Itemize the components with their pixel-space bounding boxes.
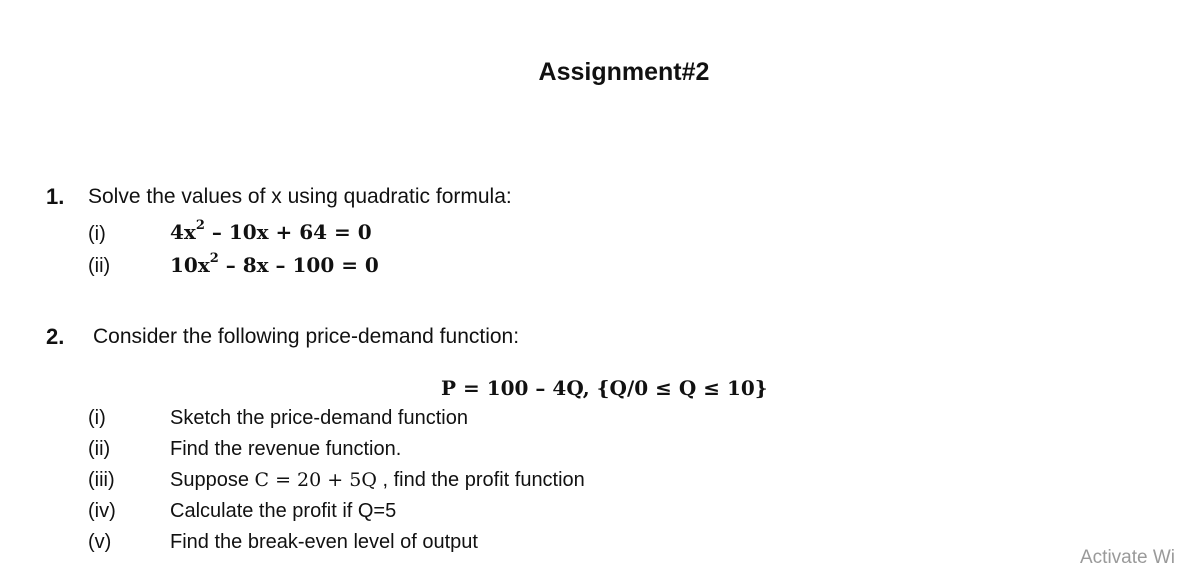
q2-part-iii-label: (iii): [88, 469, 115, 491]
q2-part-v-text: Find the break-even level of output: [170, 531, 478, 553]
q2-part-i-text: Sketch the price-demand function: [170, 407, 468, 429]
assignment-title: Assignment#2: [538, 58, 710, 86]
q2-part-ii-label: (ii): [88, 438, 111, 460]
q1-part-ii-equation: $10x^2 - 8x - 100 = 0$: [170, 251, 379, 277]
q2-part-v-label: (v): [88, 531, 112, 553]
q2-part-iv-text: Calculate the profit if Q=5: [170, 500, 397, 522]
q1-part-i-label: (i): [88, 223, 106, 245]
q2-part-iii-text: Suppose C = 20 + 5Q , find the profit function: [170, 469, 585, 491]
q2-part-i-label: (i): [88, 407, 106, 429]
cost-function: C = 20 + 5Q: [254, 469, 377, 491]
q2-part-ii-text: Find the revenue function.: [170, 438, 402, 460]
q2-part-iv-label: (iv): [88, 500, 116, 522]
price-demand-function: P = 100 – 4Q, {Q/0 ≤ Q ≤ 10}: [441, 376, 768, 400]
question-2-text: Consider the following price-demand function:: [93, 325, 520, 348]
question-1-number: 1.: [46, 184, 65, 209]
question-2-number: 2.: [46, 324, 65, 349]
activate-windows-watermark: Activate Wi: [1080, 547, 1176, 568]
question-1-text: Solve the values of x using quadratic formula:: [88, 185, 512, 208]
q1-part-ii-label: (ii): [88, 255, 111, 277]
q1-part-i-equation: $4x^2 - 10x + 64 = 0$: [170, 218, 372, 244]
